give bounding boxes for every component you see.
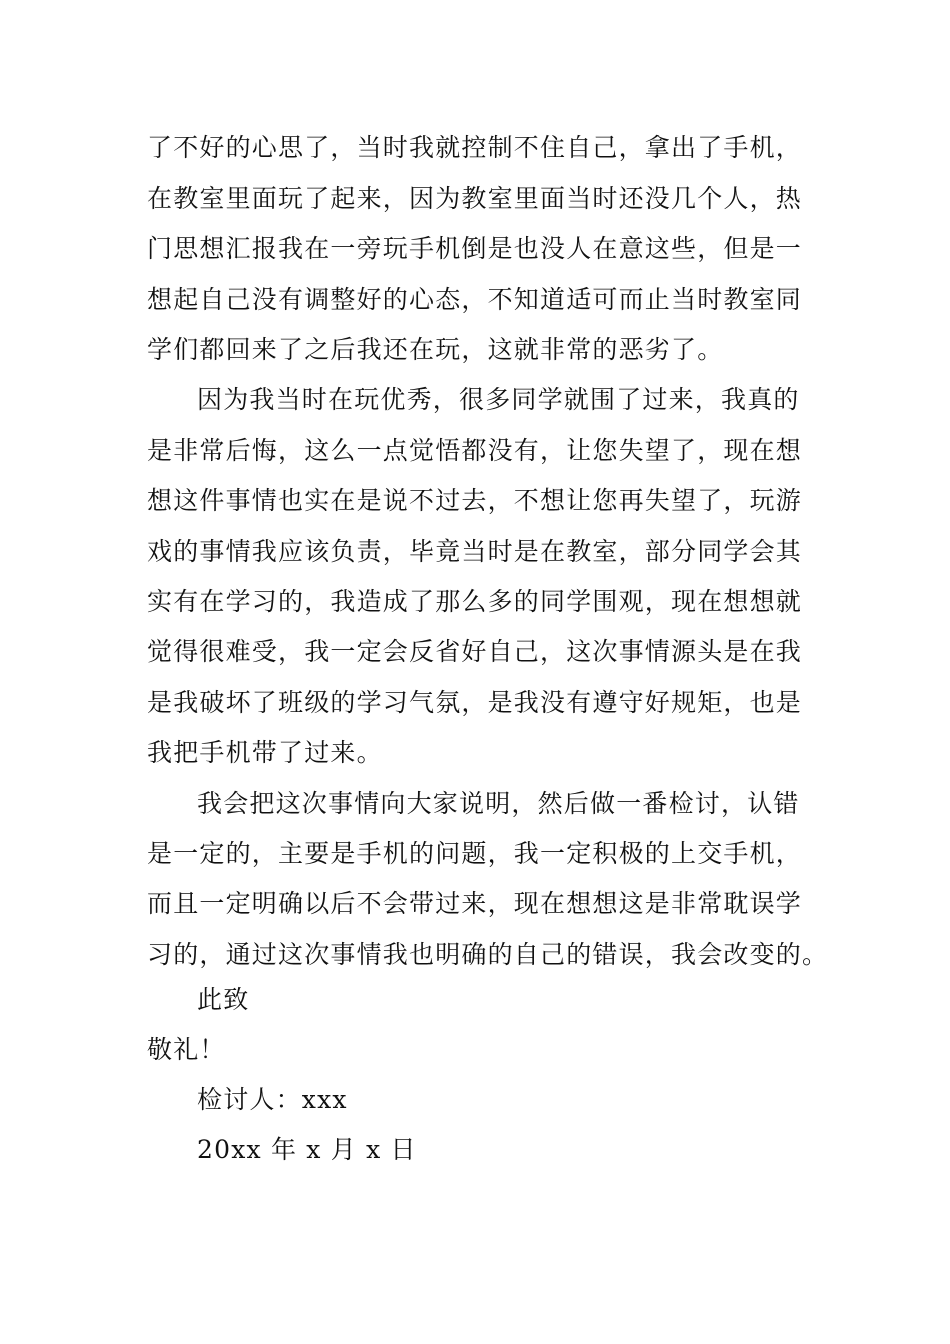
paragraph-first-line: 因为我当时在玩优秀，很多同学就围了过来，我真的 [197,385,800,414]
text-line: 想这件事情也实在是说不过去，不想让您再失望了，玩游 [147,486,803,515]
closing-salutation: 此致 [197,985,250,1014]
text-line: 了不好的心思了，当时我就控制不住自己，拿出了手机， [147,133,803,162]
closing-regards: 敬礼！ [147,1035,226,1064]
text-line: 而且一定明确以后不会带过来，现在想想这是非常耽误学 [147,889,803,918]
text-line: 想起自己没有调整好的心态，不知道适可而止当时教室同 [147,285,803,314]
text-line: 门思想汇报我在一旁玩手机倒是也没人在意这些，但是一 [147,234,803,263]
text-line: 我把手机带了过来。 [147,738,383,767]
date-line: 20xx 年 x 月 x 日 [197,1135,417,1164]
text-line: 实有在学习的，我造成了那么多的同学围观，现在想想就 [147,587,803,616]
text-line: 戏的事情我应该负责，毕竟当时是在教室，部分同学会其 [147,537,803,566]
text-line: 是非常后悔，这么一点觉悟都没有，让您失望了，现在想 [147,436,803,465]
text-line: 是一定的，主要是手机的问题，我一定积极的上交手机， [147,839,803,868]
text-line: 觉得很难受，我一定会反省好自己，这次事情源头是在我 [147,637,803,666]
text-line: 是我破坏了班级的学习气氛，是我没有遵守好规矩，也是 [147,688,803,717]
paragraph-first-line: 我会把这次事情向大家说明，然后做一番检讨，认错 [197,789,800,818]
text-line: 习的，通过这次事情我也明确的自己的错误，我会改变的。 [147,940,829,969]
text-line: 在教室里面玩了起来，因为教室里面当时还没几个人，热 [147,184,803,213]
text-line: 学们都回来了之后我还在玩，这就非常的恶劣了。 [147,335,724,364]
signature-line: 检讨人：xxx [197,1085,348,1114]
